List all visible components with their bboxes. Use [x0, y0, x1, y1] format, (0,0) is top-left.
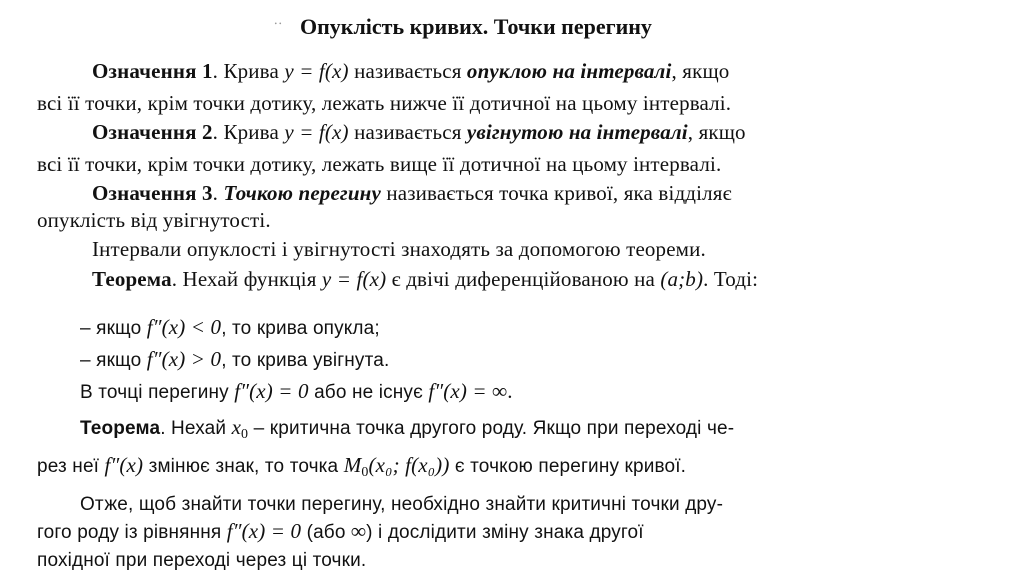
definition-1-label: Означення 1: [92, 59, 213, 83]
definition-2-label: Означення 2: [92, 120, 213, 144]
theorem-1-label: Теорема: [92, 267, 172, 291]
formula: f″(x) = ∞: [428, 379, 508, 403]
theorem-2-line-2: рез неї f″(x) змінює знак, то точка $M_0(x_0$; f(x₀)) є точкою перегину кривої.: [37, 453, 687, 480]
definition-1-line-2: всі її точки, крім точки дотику, лежать нижче її дотичної на цьому інтервалі.: [37, 91, 732, 115]
definition-3-label: Означення 3: [92, 181, 213, 205]
interval: (a;b): [660, 267, 704, 291]
conclusion-line-1: Отже, щоб знайти точки перегину, необхідно знайти критичні точки дру-: [80, 494, 724, 515]
condition-convex-line: – якщо f″(x) < 0, то крива опукла;: [80, 315, 380, 339]
formula: f″(x) = 0: [226, 519, 302, 543]
inflection-condition-line: В точці перегину f″(x) = 0 або не існує f″(x) = ∞.: [80, 379, 513, 403]
definition-3-line-2: опуклість від увігнутості.: [37, 208, 271, 232]
formula: f″(x) = 0: [234, 379, 309, 403]
infinity-symbol: ∞: [350, 519, 367, 543]
term-convex: опуклою на інтервалі: [466, 59, 672, 83]
theorem-2-line-1: Теорема. Нехай $x_0$ – критична точка другого роду. Якщо при переході че-: [80, 415, 735, 442]
formula: y = f(x): [284, 120, 349, 144]
conclusion-line-2: гого роду із рівняння f″(x) = 0 (або ∞) і дослідити зміну знака другої: [37, 519, 644, 543]
definition-2-line-2: всі її точки, крім точки дотику, лежать вище її дотичної на цьому інтервалі.: [37, 152, 722, 176]
formula: y = f(x): [284, 59, 349, 83]
point-formula: $M_0(x_0$; f(x₀)): [343, 453, 450, 480]
intro-line: Інтервали опуклості і увігнутості знаходять за допомогою теореми.: [92, 237, 706, 261]
formula: y = f(x): [321, 267, 387, 291]
formula: f″(x) > 0: [146, 347, 222, 371]
term-inflection-point: Точкою перегину: [223, 181, 381, 205]
definition-1-line-1: Означення 1. Крива y = f(x) називається опуклою на інтервалі, якщо: [92, 59, 730, 83]
theorem-2-label: Теорема: [80, 418, 161, 439]
definition-3-line-1: Означення 3. Точкою перегину називається точка кривої, яка відділяє: [92, 181, 732, 205]
conclusion-line-3: похідної при переході через ці точки.: [37, 550, 367, 571]
theorem-1-line: Теорема. Нехай функція y = f(x) є двічі диференційованою на (a;b). Тоді:: [92, 267, 759, 291]
term-concave: увігнутою на інтервалі: [466, 120, 688, 144]
condition-concave-line: – якщо f″(x) > 0, то крива увігнута.: [80, 347, 390, 371]
formula: f″(x) < 0: [146, 315, 222, 339]
formula: $x_0$: [231, 415, 249, 442]
title-bullet-mark: ∙∙: [274, 17, 283, 32]
definition-2-line-1: Означення 2. Крива y = f(x) називається увігнутою на інтервалі, якщо: [92, 120, 746, 144]
page-title: Опуклість кривих. Точки перегину: [300, 14, 652, 39]
formula: f″(x): [104, 453, 144, 477]
